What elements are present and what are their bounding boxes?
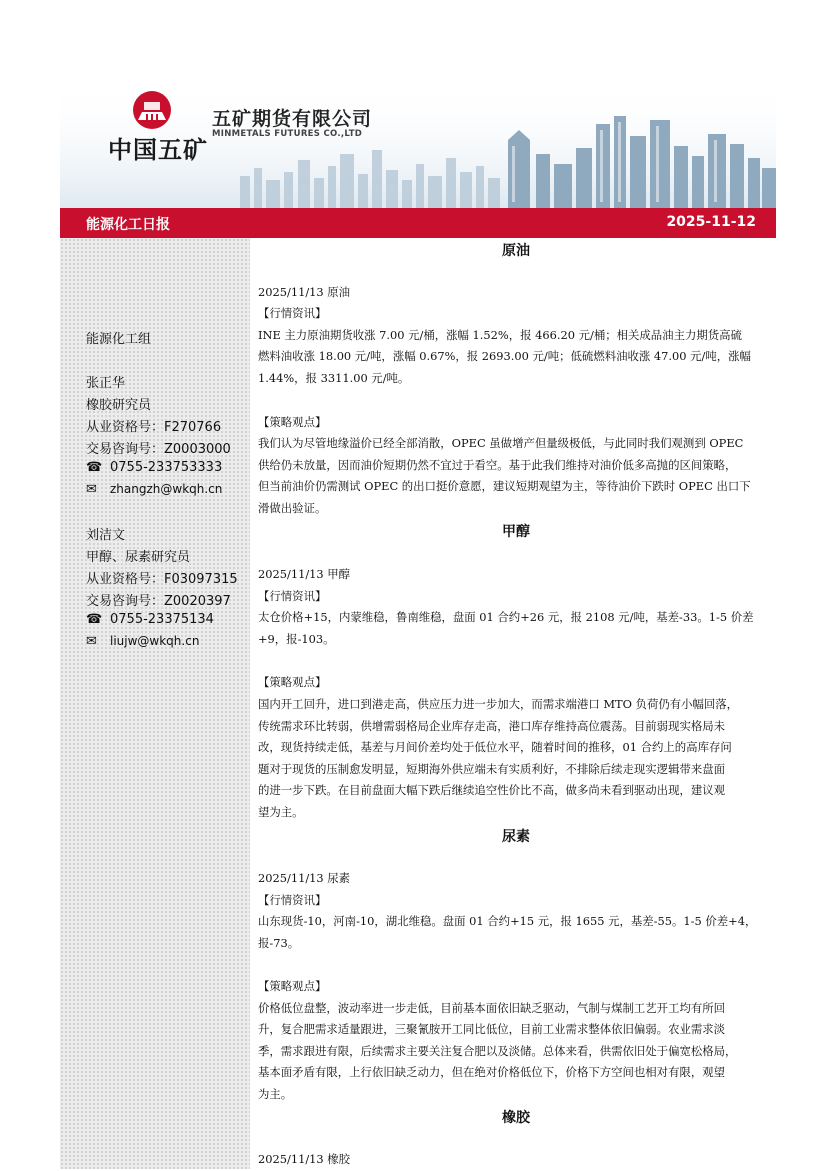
strategy-label: 【策略观点】 — [258, 675, 327, 689]
analyst-name: 张正华 — [86, 376, 126, 391]
mail-icon: ✉ — [86, 634, 97, 649]
market-info-line: 太仓价格+15，内蒙维稳，鲁南维稳，盘面 01 合约+26 元，报 2108 元/吨，基差-33。1-5 价差 — [258, 610, 754, 624]
analyst-phone — [86, 612, 214, 627]
strategy-line: 价格低位盘整，波动率进一步走低，目前基本面依旧缺乏驱动，气制与煤制工艺开工均有所回 — [258, 1001, 726, 1015]
section-date-line: 2025/11/13 原油 — [258, 285, 351, 299]
analyst-name: 刘洁文 — [86, 528, 126, 543]
analyst-qualification: 从业资格号：F03097315 — [86, 572, 238, 587]
analyst-role: 橡胶研究员 — [86, 398, 152, 413]
market-info-line: 报-73。 — [258, 936, 300, 950]
analyst-phone-number: 0755-23375134 — [110, 612, 214, 627]
analyst-phone — [86, 460, 222, 475]
strategy-line: 升，复合肥需求适量跟进，三聚氰胺开工同比低位，目前工业需求整体依旧偏弱。农业需求淡 — [258, 1022, 726, 1036]
analyst-email-address[interactable]: zhangzh@wkqh.cn — [110, 482, 223, 496]
strategy-line: 但当前油价仍需测试 OPEC 的出口挺价意愿，建议短期观望为主，等待油价下跌时 OPEC 出口下 — [258, 479, 751, 493]
market-info-label: 【行情资讯】 — [258, 589, 327, 603]
analyst-email — [86, 634, 199, 649]
report-name: 能源化工日报 — [86, 217, 170, 233]
section-date-line: 2025/11/13 橡胶 — [258, 1152, 351, 1166]
report-header — [60, 80, 776, 208]
phone-icon: ☎ — [86, 460, 103, 475]
phone-icon: ☎ — [86, 612, 103, 627]
analyst-consult-number: 交易咨询号：Z0003000 — [86, 442, 231, 457]
analyst-phone-number: 0755-233753333 — [110, 460, 223, 475]
section-date-line: 2025/11/13 甲醇 — [258, 567, 351, 581]
analyst-consult-number: 交易咨询号：Z0020397 — [86, 594, 231, 609]
strategy-line: 望为主。 — [258, 805, 304, 819]
strategy-line: 滑做出验证。 — [258, 501, 327, 515]
strategy-line: 国内开工回升，进口到港走高，供应压力进一步加大，而需求端港口 MTO 负荷仍有小幅回落， — [258, 697, 739, 711]
strategy-line: 我们认为尽管地缘溢价已经全部消散，OPEC 虽做增产但量级极低，与此同时我们观测到 OPEC — [258, 436, 744, 450]
market-info-line: 燃料油收涨 18.00 元/吨，涨幅 0.67%，报 2693.00 元/吨；低硫燃料油收涨 47.00 元/吨，涨幅 — [258, 349, 751, 363]
strategy-line: 基本面矛盾有限，上行依旧缺乏动力，但在绝对价格低位下，价格下方空间也相对有限，观望 — [258, 1065, 726, 1079]
minmetals-logo-icon — [132, 90, 172, 130]
analyst-role: 甲醇、尿素研究员 — [86, 550, 191, 565]
market-info-label: 【行情资讯】 — [258, 893, 327, 907]
market-info-line: 山东现货-10，河南-10，湖北维稳。盘面 01 合约+15 元，报 1655 元，基差-55。1-5 价差+4， — [258, 914, 757, 928]
section-title-urea: 尿素 — [502, 829, 530, 845]
company-name-en: MINMETALS FUTURES CO.,LTD — [212, 129, 363, 139]
company-name-cn: 五矿期货有限公司 — [212, 108, 373, 130]
section-date-line: 2025/11/13 尿素 — [258, 871, 351, 885]
report-date: 2025-11-12 — [666, 214, 756, 230]
section-title-crude-oil: 原油 — [502, 243, 530, 259]
mail-icon: ✉ — [86, 482, 97, 497]
analyst-sidebar — [60, 238, 250, 1169]
strategy-line: 题对于现货的压制愈发明显，短期海外供应端未有实质利好，不排除后续走现实逻辑带来盘面 — [258, 762, 726, 776]
strategy-line: 传统需求环比转弱，供增需弱格局企业库存走高，港口库存维持高位震荡。目前弱现实格局未 — [258, 719, 726, 733]
market-info-line: +9，报-103。 — [258, 632, 335, 646]
strategy-line: 为主。 — [258, 1087, 293, 1101]
market-info-line: INE 主力原油期货收涨 7.00 元/桶，涨幅 1.52%，报 466.20 元/桶；相关成品油主力期货高硫 — [258, 328, 742, 342]
group-name: 能源化工组 — [86, 332, 152, 347]
strategy-line: 的进一步下跌。在目前盘面大幅下跌后继续追空性价比不高，做多尚未看到驱动出现，建议观 — [258, 783, 726, 797]
strategy-line: 季，需求跟进有限，后续需求主要关注复合肥以及淡储。总体来看，供需依旧处于偏宽松格局， — [258, 1044, 737, 1058]
strategy-line: 供给仍未放量，因而油价短期仍然不宜过于看空。基于此我们维持对油价低多高抛的区间策略， — [258, 458, 737, 472]
strategy-line: 改，现货持续走低，基差与月间价差均处于低位水平，随着时间的推移，01 合约上的高库存问 — [258, 740, 732, 754]
analyst-email-address[interactable]: liujw@wkqh.cn — [110, 634, 200, 648]
analyst-email — [86, 482, 222, 497]
analyst-qualification: 从业资格号：F270766 — [86, 420, 222, 435]
logo-text: 中国五矿 — [108, 136, 208, 164]
section-title-methanol: 甲醇 — [502, 524, 530, 540]
market-info-label: 【行情资讯】 — [258, 306, 327, 320]
section-title-rubber: 橡胶 — [502, 1110, 530, 1126]
market-info-line: 1.44%，报 3311.00 元/吨。 — [258, 371, 410, 385]
strategy-label: 【策略观点】 — [258, 979, 327, 993]
report-title-bar — [60, 208, 776, 238]
strategy-label: 【策略观点】 — [258, 415, 327, 429]
